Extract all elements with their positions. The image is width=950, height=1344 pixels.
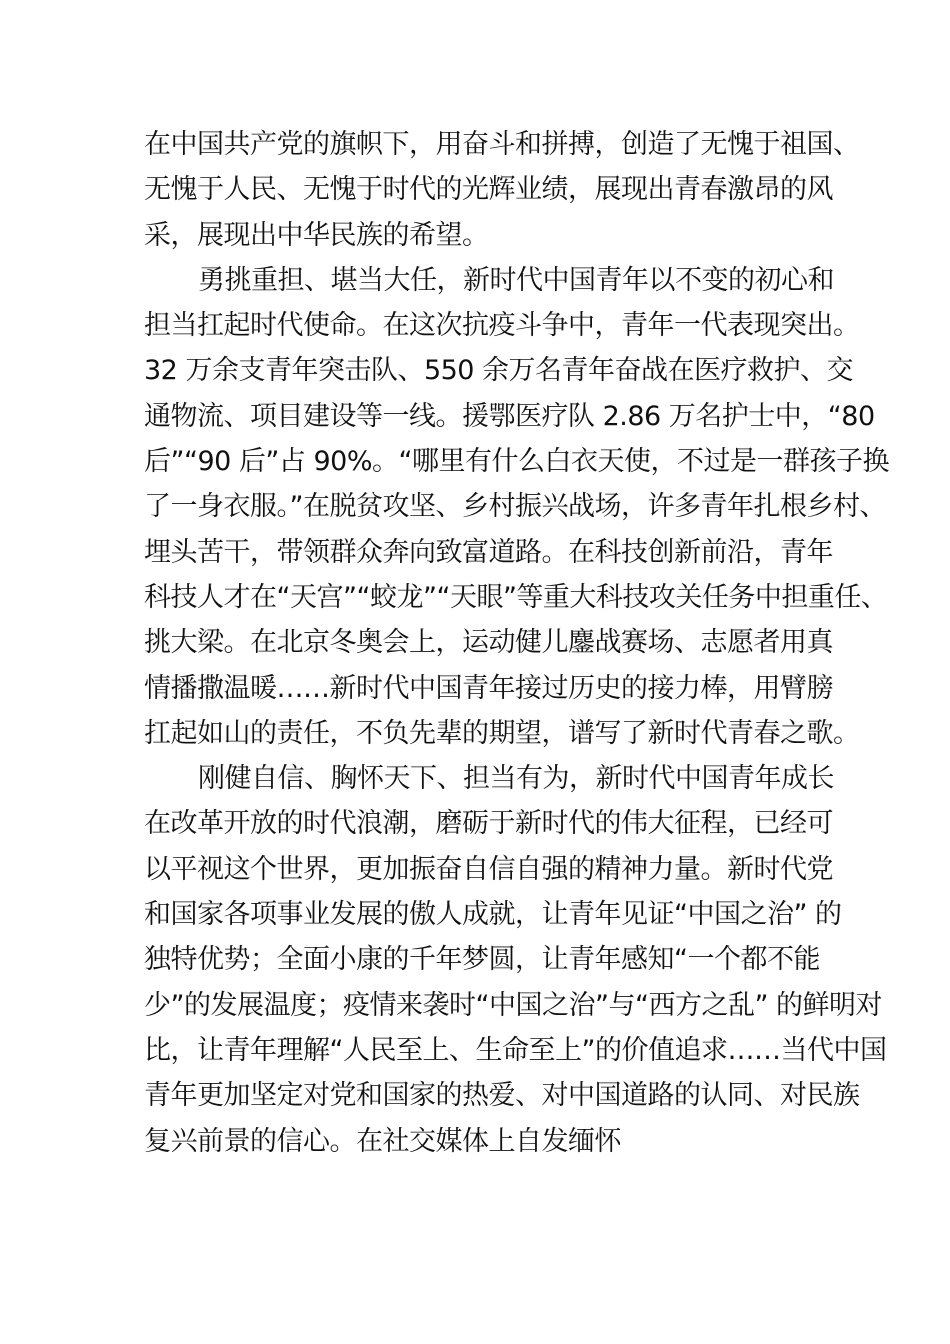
text-line: 和国家各项事业发展的傲人成就，让青年见证“中国之治” 的 (144, 899, 842, 931)
text-line: 通物流、项目建设等一线。援鄂医疗队 2.86 万名护士中，“80 (144, 400, 875, 432)
paragraph-first-line: 刚健自信、胸怀天下、担当有为，新时代中国青年成长 (198, 763, 834, 795)
text-line: 复兴前景的信心。在社交媒体上自发缅怀 (144, 1125, 621, 1157)
text-line: 后”“90 后”占 90%。“哪里有什么白衣天使，不过是一群孩子换 (144, 446, 889, 478)
text-line: 青年更加坚定对党和国家的热爱、对中国道路的认同、对民族 (144, 1080, 860, 1112)
text-line: 无愧于人民、无愧于时代的光辉业绩，展现出青春激昂的风 (144, 174, 833, 206)
text-line: 挑大梁。在北京冬奥会上，运动健儿鏖战赛场、志愿者用真 (144, 627, 833, 659)
body-text (144, 122, 889, 1164)
paragraph-first-line: 勇挑重担、堪当大任，新时代中国青年以不变的初心和 (198, 264, 834, 296)
text-line: 少”的发展温度；疫情来袭时“中国之治”与“西方之乱” 的鲜明对 (144, 989, 883, 1021)
text-line: 比，让青年理解“人民至上、生命至上”的价值追求……当代中国 (144, 1034, 887, 1066)
text-line: 采，展现出中华民族的希望。 (144, 219, 489, 251)
text-line: 担当扛起时代使命。在这次抗疫斗争中，青年一代表现突出。 (144, 310, 860, 342)
text-line: 埋头苦干，带领群众奔向致富道路。在科技创新前沿，青年 (144, 536, 833, 568)
text-line: 32 万余支青年突击队、550 余万名青年奋战在医疗救护、交 (144, 355, 854, 387)
text-line: 科技人才在“天宫”“蛟龙”“天眼”等重大科技攻关任务中担重任、 (144, 581, 888, 613)
text-line: 独特优势；全面小康的千年梦圆，让青年感知“一个都不能 (144, 944, 820, 976)
text-line: 了一身衣服。”在脱贫攻坚、乡村振兴战场，许多青年扎根乡村、 (144, 491, 886, 523)
text-line: 在改革开放的时代浪潮，磨砺于新时代的伟大征程，已经可 (144, 808, 833, 840)
text-line: 扛起如山的责任，不负先辈的期望，谱写了新时代青春之歌。 (144, 717, 860, 749)
text-line: 在中国共产党的旗帜下，用奋斗和拼搏，创造了无愧于祖国、 (144, 129, 860, 160)
text-line: 情播撒温暖……新时代中国青年接过历史的接力棒，用臂膀 (144, 672, 833, 704)
text-line: 以平视这个世界，更加振奋自信自强的精神力量。新时代党 (144, 853, 833, 885)
